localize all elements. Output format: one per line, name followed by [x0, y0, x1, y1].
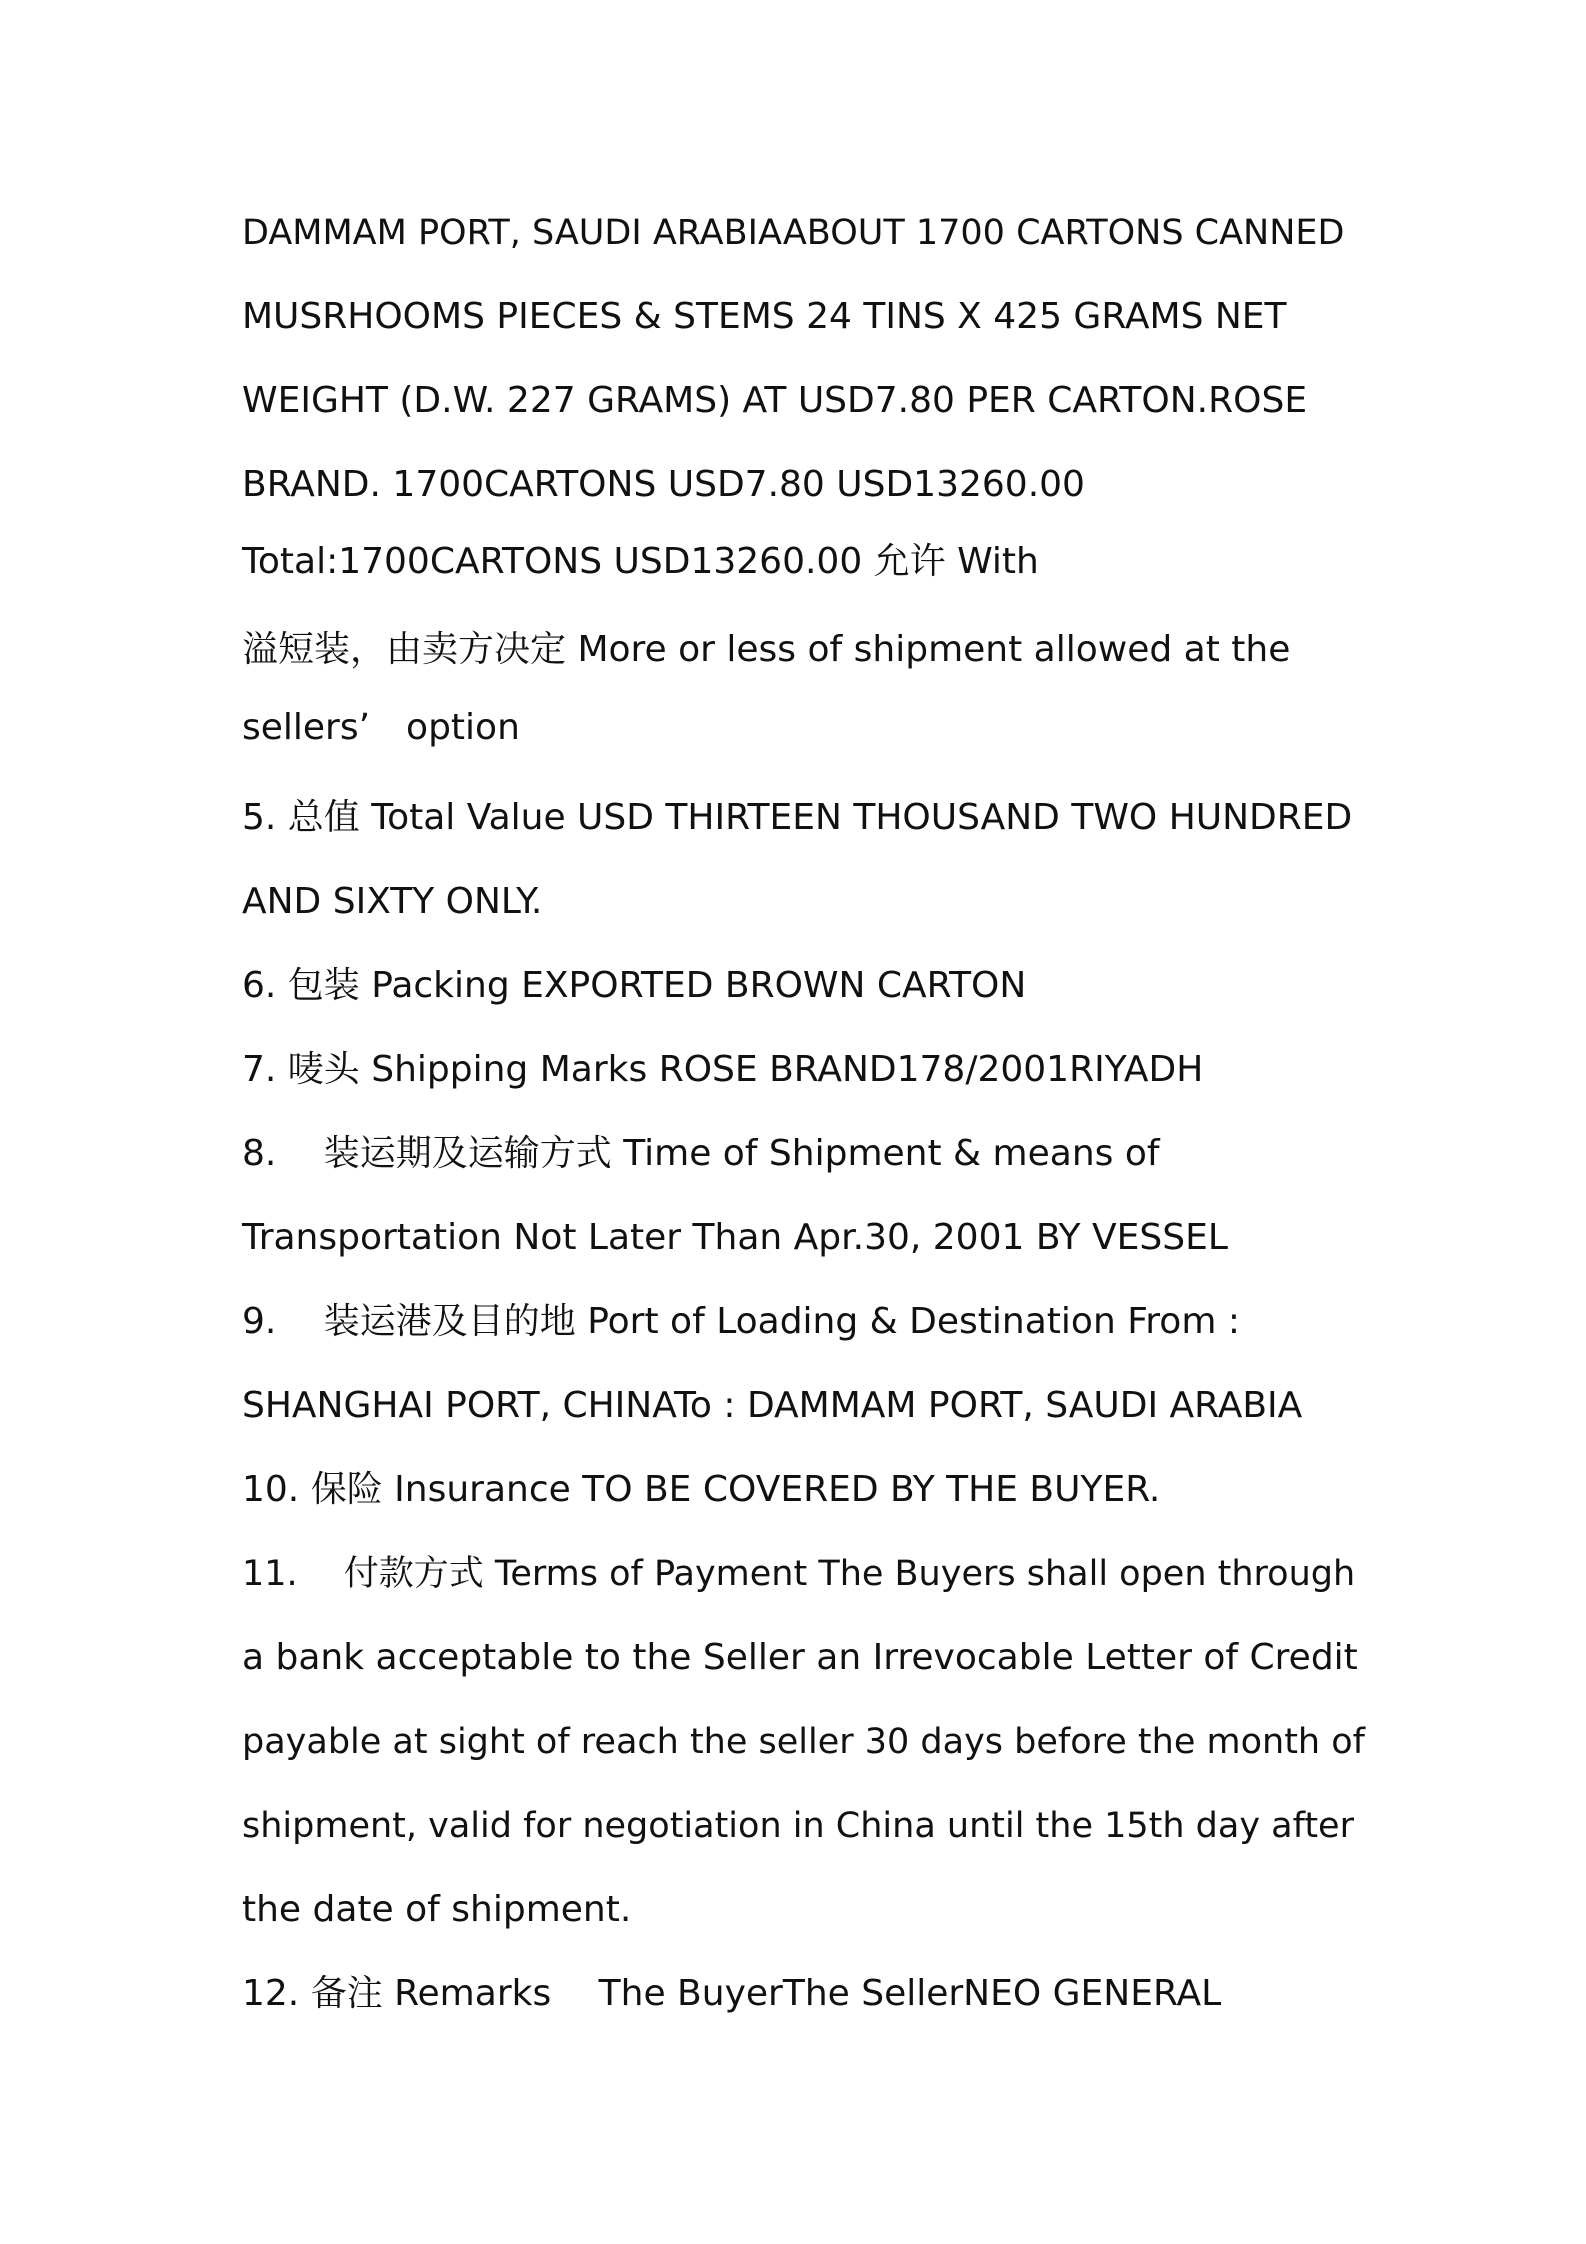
- section-7-shipping-marks: 7. 唛头 Shipping Marks ROSE BRAND178/2001RIYADH: [242, 1049, 1204, 1090]
- text-line: SHANGHAI PORT, CHINATo : DAMMAM PORT, SAUDI ARABIA: [242, 1385, 1303, 1426]
- section-5-total-value: 5. 总值 Total Value USD THIRTEEN THOUSAND TWO HUNDRED: [242, 797, 1353, 838]
- text-line: 溢短装，由卖方决定 More or less of shipment allowed at the: [242, 629, 1291, 670]
- text-line: a bank acceptable to the Seller an Irrevocable Letter of Credit: [242, 1637, 1358, 1678]
- text-line: BRAND. 1700CARTONS USD7.80 USD13260.00: [242, 464, 1085, 505]
- section-9-port-of-loading: 9. 装运港及目的地 Port of Loading & Destination From :: [242, 1301, 1240, 1342]
- text-line: shipment, valid for negotiation in China until the 15th day after: [242, 1806, 1354, 1846]
- section-12-remarks: 12. 备注 Remarks The BuyerThe SellerNEO GENERAL: [242, 1973, 1222, 2014]
- text-line: payable at sight of reach the seller 30 days before the month of: [242, 1722, 1365, 1762]
- section-8-time-of-shipment: 8. 装运期及运输方式 Time of Shipment & means of: [242, 1133, 1160, 1174]
- text-line: Total:1700CARTONS USD13260.00 允许 With: [242, 541, 1039, 582]
- section-6-packing: 6. 包装 Packing EXPORTED BROWN CARTON: [242, 965, 1027, 1006]
- section-10-insurance: 10. 保险 Insurance TO BE COVERED BY THE BUYER.: [242, 1469, 1161, 1510]
- text-line: DAMMAM PORT, SAUDI ARABIAABOUT 1700 CARTONS CANNED: [242, 213, 1345, 253]
- text-line: the date of shipment.: [242, 1889, 632, 1930]
- text-line: AND SIXTY ONLY.: [242, 881, 543, 922]
- text-line: Transportation Not Later Than Apr.30, 2001 BY VESSEL: [242, 1217, 1228, 1258]
- text-line: WEIGHT (D.W. 227 GRAMS) AT USD7.80 PER CARTON.ROSE: [242, 380, 1308, 421]
- section-11-terms-of-payment: 11. 付款方式 Terms of Payment The Buyers shall open through: [242, 1554, 1356, 1594]
- text-line: MUSRHOOMS PIECES & STEMS 24 TINS X 425 GRAMS NET: [242, 296, 1287, 337]
- text-line: sellers’ option: [242, 707, 520, 748]
